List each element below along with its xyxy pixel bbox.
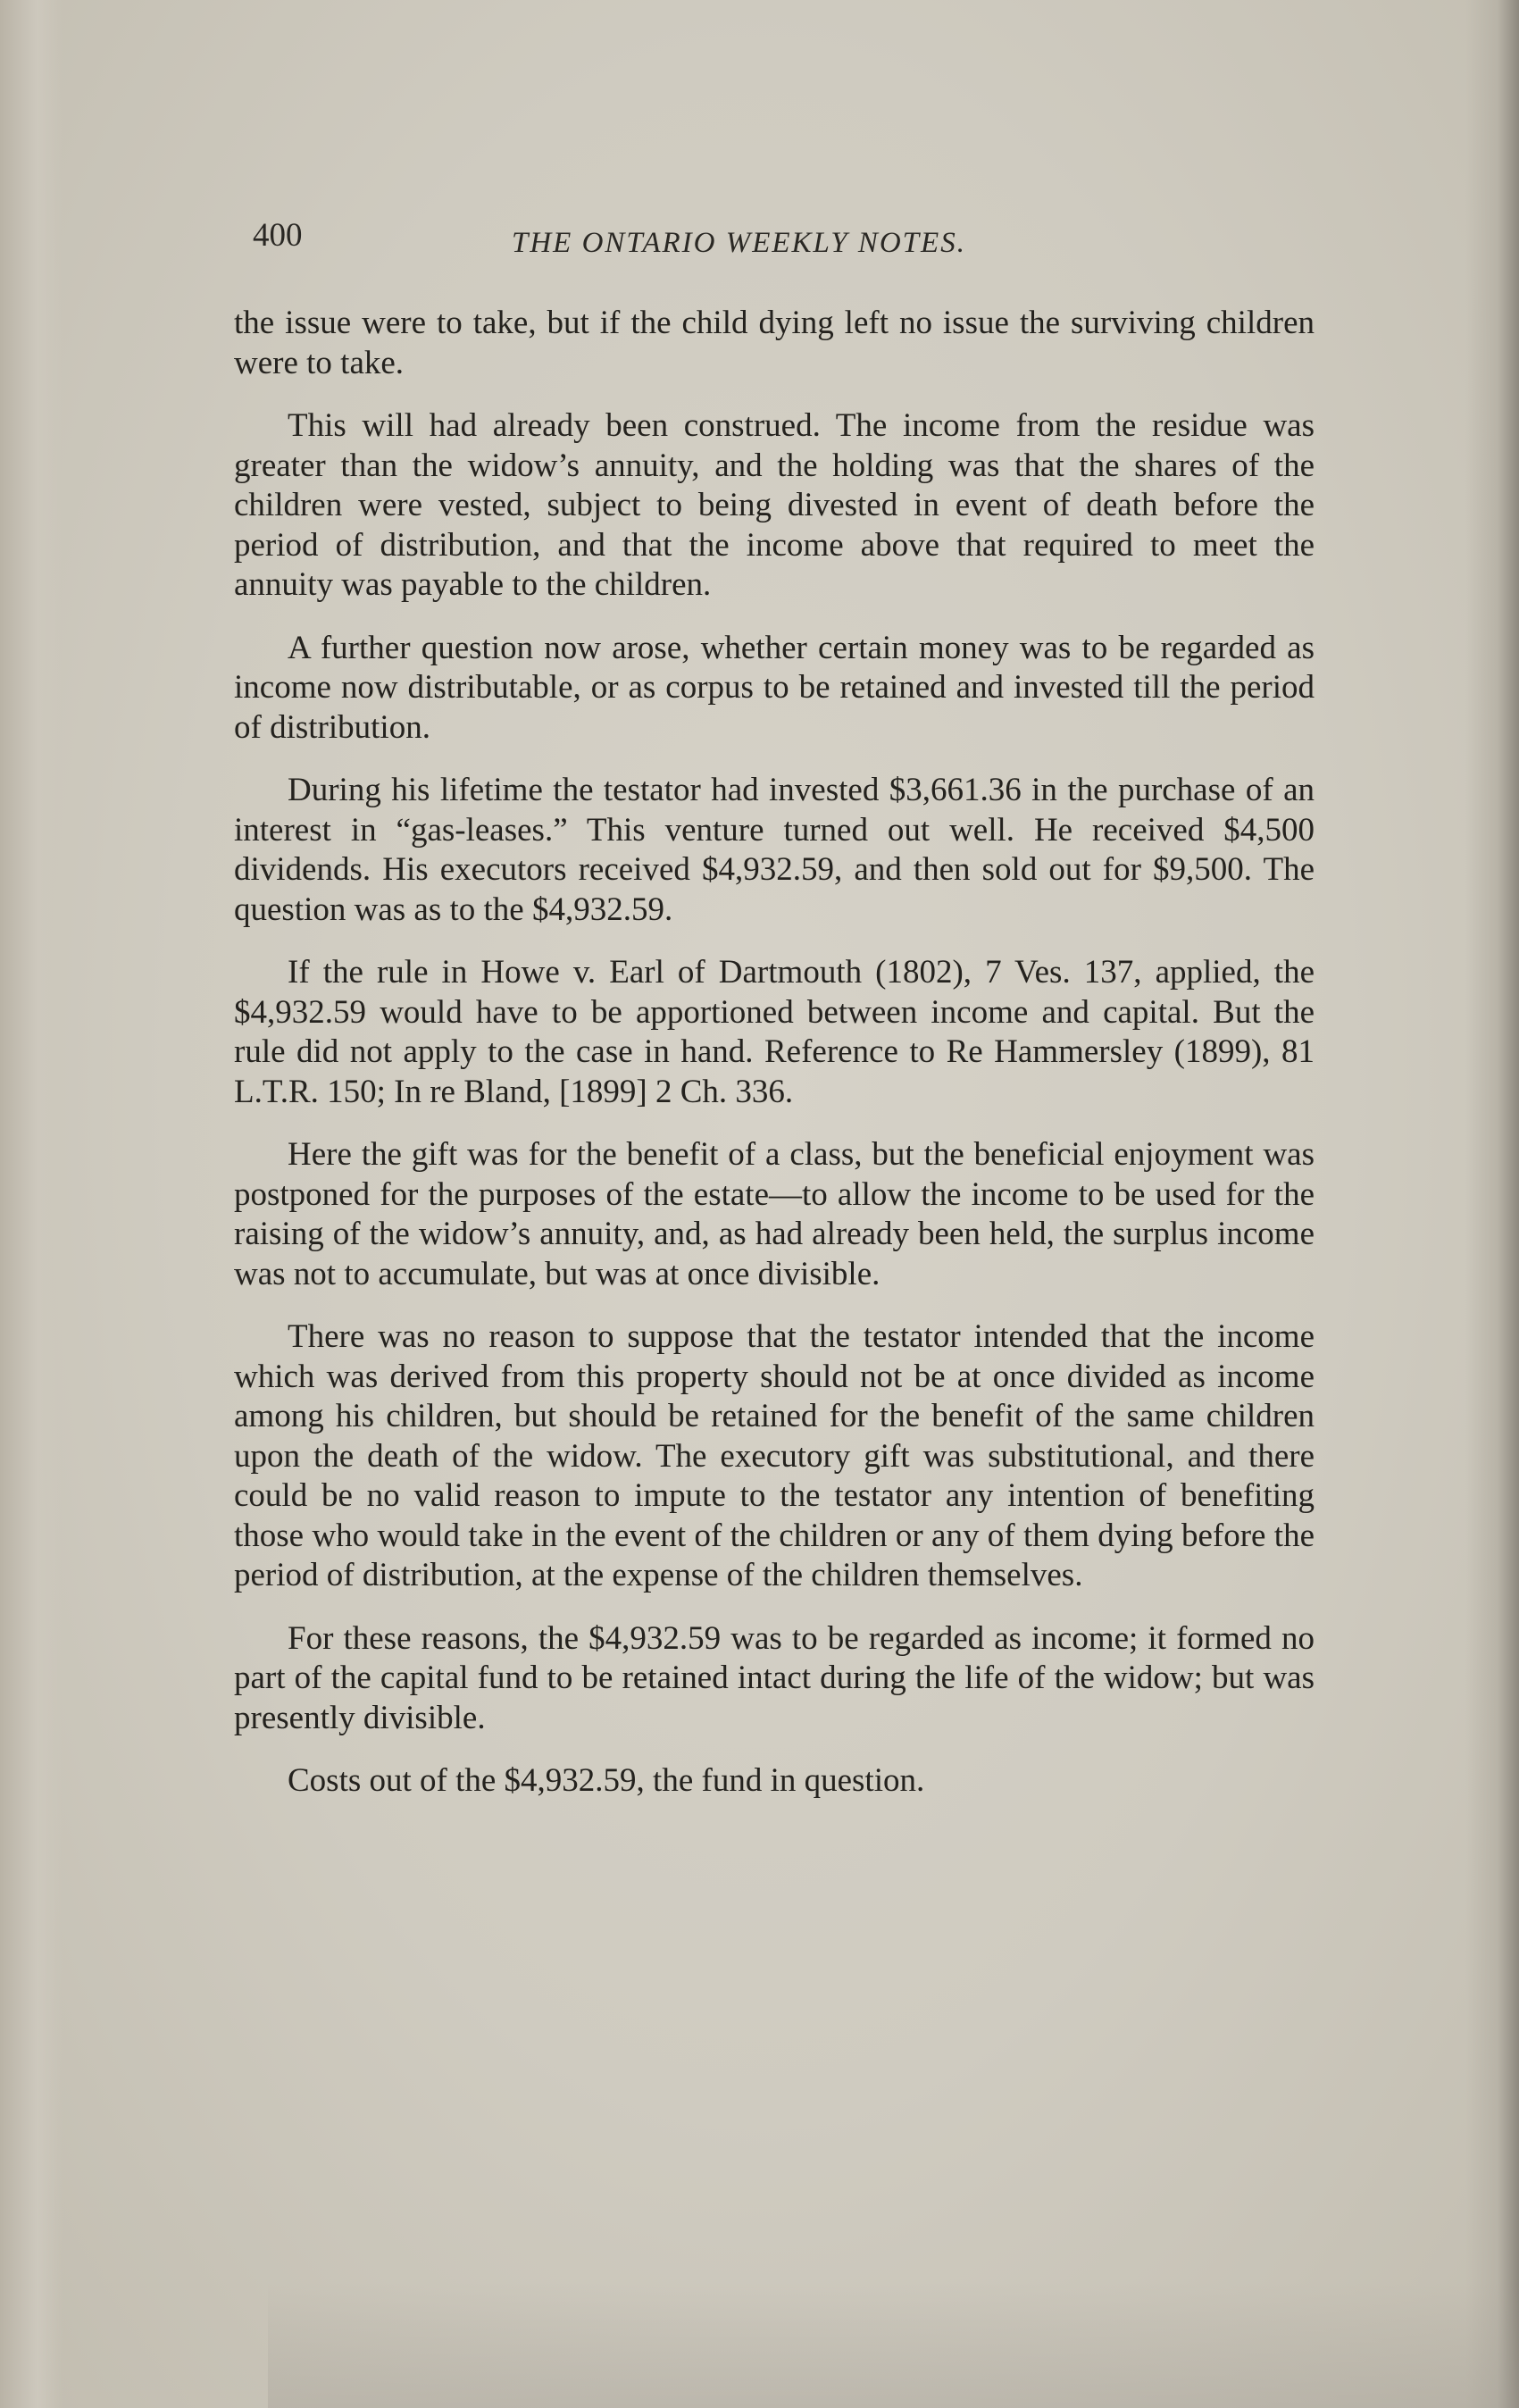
page-right-edge-shadow	[1465, 0, 1519, 2408]
paragraph: This will had already been construed. The income from the residue was greater than the widow’s annuity, and the holding was that the shares of the children were vested, subject to being divested in event of death before the period of distribution, and that the income above that required to meet the annuity was payable to the children.	[234, 407, 1315, 603]
running-title: THE ONTARIO WEEKLY NOTES.	[512, 227, 966, 259]
paragraph: A further question now arose, whether certain money was to be regarded as income now distributable, or as corpus to be retained and invested till the period of distribution.	[234, 629, 1315, 746]
paragraph: Here the gift was for the benefit of a class, but the beneficial enjoyment was postponed for the purposes of the estate—to allow the income to be used for the raising of the widow’s annuity, and, as had already been held, the surplus income was not to accumulate, but was at once divisible.	[234, 1136, 1315, 1292]
paragraph: During his lifetime the testator had invested $3,661.36 in the purchase of an interest in “gas-leases.” This venture turned out well. He received $4,500 dividends. His executors received $4,932.59, and then sold out for $9,500. The question was as to the $4,932.59.	[234, 772, 1315, 928]
page-left-edge-shadow	[0, 0, 63, 2408]
paragraph-costs: Costs out of the $4,932.59, the fund in question.	[288, 1762, 925, 1799]
paragraph-continuation: the issue were to take, but if the child dying left no issue the surviving children were to take.	[234, 305, 1315, 381]
paragraph: There was no reason to suppose that the testator intended that the income which was derived from this property should not be at once divided as income among his children, but should be retained for the benefit of the same children upon the death of the widow. The executory gift was substitutional, and there could be no valid reason to impute to the testator any intention of benefiting those who would take in the event of the children or any of them dying before the period of distribution, at the expense of the children themselves.	[234, 1318, 1315, 1593]
paragraph: If the rule in Howe v. Earl of Dartmouth (1802), 7 Ves. 137, applied, the $4,932.59 would have to be apportioned between income and capital. But the rule did not apply to the case in hand. Reference to Re Hammersley (1899), 81 L.T.R. 150; In re Bland, [1899] 2 Ch. 336.	[234, 954, 1315, 1110]
page-header	[253, 213, 1324, 275]
body-text	[234, 304, 1315, 1825]
paragraph: For these reasons, the $4,932.59 was to be regarded as income; it formed no part of the capital fund to be retained intact during the life of the widow; but was presently divisible.	[234, 1619, 1315, 1736]
page-number: 400	[253, 217, 303, 254]
page-bottom-shading	[268, 2283, 1519, 2408]
